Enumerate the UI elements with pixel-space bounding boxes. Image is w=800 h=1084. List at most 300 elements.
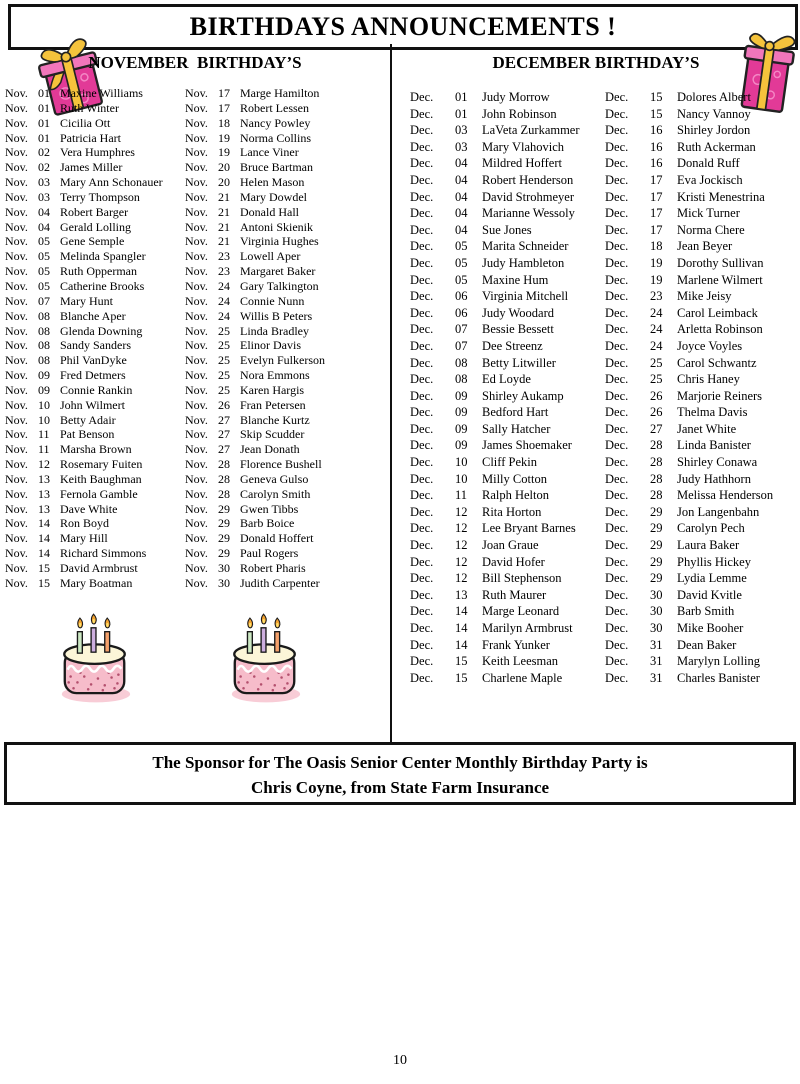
birthday-name: Carol Leimback — [677, 305, 758, 320]
birthday-month: Nov. — [5, 338, 28, 353]
birthday-day: 14 — [455, 637, 468, 652]
birthday-month: Dec. — [410, 504, 434, 519]
birthday-month: Nov. — [5, 249, 28, 264]
birthday-row — [5, 487, 185, 502]
birthday-month: Nov. — [5, 368, 28, 383]
birthday-day: 09 — [455, 405, 468, 420]
birthday-row — [410, 388, 605, 405]
birthday-month: Dec. — [605, 554, 629, 569]
birthday-row — [185, 338, 365, 353]
birthday-name: Keith Baughman — [60, 471, 142, 486]
birthday-day: 29 — [218, 516, 230, 531]
birthday-month: Dec. — [605, 538, 629, 553]
birthday-month: Dec. — [605, 455, 629, 470]
birthday-day: 28 — [650, 455, 663, 470]
birthday-name: Frank Yunker — [482, 637, 550, 652]
birthday-day: 18 — [650, 239, 663, 254]
birthday-day: 13 — [38, 501, 50, 516]
birthday-row — [185, 101, 365, 116]
birthday-day: 25 — [218, 323, 230, 338]
birthday-row — [5, 576, 185, 591]
birthday-day: 15 — [650, 106, 663, 121]
birthday-month: Dec. — [605, 239, 629, 254]
birthday-month: Dec. — [605, 355, 629, 370]
birthday-row — [185, 368, 365, 383]
december-section — [392, 44, 800, 742]
birthday-row — [5, 160, 185, 175]
birthday-name: Judy Hathhorn — [677, 471, 751, 486]
birthday-row — [410, 288, 605, 305]
birthday-month: Nov. — [5, 234, 28, 249]
birthday-name: Maxine Williams — [60, 86, 143, 100]
birthday-month: Dec. — [605, 604, 629, 619]
birthday-month: Dec. — [605, 637, 629, 652]
birthday-name: David Strohmeyer — [482, 189, 574, 204]
birthday-row — [5, 264, 185, 279]
birthday-month: Nov. — [5, 486, 28, 501]
birthday-row — [5, 234, 185, 249]
birthday-day: 09 — [455, 438, 468, 453]
birthday-month: Nov. — [185, 130, 208, 145]
birthday-month: Dec. — [605, 189, 629, 204]
birthday-day: 27 — [218, 442, 230, 457]
birthday-month: Nov. — [5, 323, 28, 338]
birthday-day: 28 — [218, 486, 230, 501]
birthday-row — [5, 427, 185, 442]
birthday-row — [185, 487, 365, 502]
birthday-name: David Hofer — [482, 554, 545, 569]
birthday-name: Gwen Tibbs — [240, 501, 299, 516]
birthday-day: 19 — [218, 145, 230, 160]
birthday-name: Connie Rankin — [60, 382, 133, 397]
birthday-name: Dee Streenz — [482, 338, 543, 353]
birthday-row — [410, 637, 605, 654]
birthday-name: Lance Viner — [240, 145, 299, 160]
birthday-month: Nov. — [185, 442, 208, 457]
birthday-day: 30 — [218, 575, 230, 590]
birthday-row — [605, 404, 800, 421]
birthday-day: 15 — [38, 561, 50, 575]
birthday-name: Carol Schwantz — [677, 355, 757, 370]
birthday-month: Nov. — [5, 353, 28, 368]
birthday-day: 05 — [455, 272, 468, 287]
birthday-name: Betty Litwiller — [482, 355, 556, 370]
birthday-day: 24 — [650, 305, 663, 320]
birthday-row — [605, 637, 800, 654]
birthday-row — [605, 139, 800, 156]
birthday-month: Nov. — [5, 115, 28, 130]
birthday-name: Evelyn Fulkerson — [240, 353, 325, 368]
birthday-month: Nov. — [185, 249, 208, 264]
birthday-cake-icon — [226, 612, 304, 705]
birthday-name: Gene Semple — [60, 234, 125, 249]
birthday-month: Nov. — [5, 501, 28, 516]
birthday-row — [410, 670, 605, 687]
birthday-month: Dec. — [410, 571, 434, 586]
birthday-month: Nov. — [185, 397, 208, 412]
birthday-name: Joan Graue — [482, 538, 539, 553]
birthday-day: 25 — [650, 372, 663, 387]
birthday-day: 10 — [38, 397, 50, 412]
birthday-day: 27 — [650, 421, 663, 436]
birthday-row — [605, 653, 800, 670]
birthday-row — [5, 368, 185, 383]
birthday-day: 14 — [38, 516, 50, 531]
birthday-month: Nov. — [185, 293, 208, 308]
birthday-name: Willis B Peters — [240, 308, 313, 323]
birthday-row — [5, 309, 185, 324]
birthday-month: Dec. — [605, 123, 629, 138]
birthday-row — [410, 255, 605, 272]
birthday-name: Phyllis Hickey — [677, 554, 751, 569]
birthday-name: Bruce Bartman — [240, 160, 313, 175]
birthday-name: Ed Loyde — [482, 372, 531, 387]
birthday-day: 11 — [38, 427, 50, 442]
birthday-month: Dec. — [605, 488, 629, 503]
birthday-month: Dec. — [605, 206, 629, 221]
birthday-name: Linda Banister — [677, 438, 751, 453]
birthday-row — [605, 172, 800, 189]
birthday-month: Dec. — [605, 388, 629, 403]
birthday-month: Dec. — [605, 305, 629, 320]
birthday-row — [185, 427, 365, 442]
birthday-month: Nov. — [5, 204, 28, 219]
birthday-row — [5, 442, 185, 457]
birthday-day: 12 — [455, 538, 468, 553]
birthday-month: Dec. — [410, 338, 434, 353]
birthday-month: Nov. — [5, 442, 28, 457]
birthday-month: Dec. — [410, 587, 434, 602]
birthday-month: Dec. — [410, 538, 434, 553]
birthday-name: Skip Scudder — [240, 427, 305, 442]
birthday-row — [605, 305, 800, 322]
birthday-month: Nov. — [5, 160, 28, 175]
birthday-month: Dec. — [410, 189, 434, 204]
birthday-day: 20 — [218, 175, 230, 190]
birthday-row — [185, 561, 365, 576]
birthday-row — [5, 457, 185, 472]
birthday-row — [605, 421, 800, 438]
birthday-row — [605, 106, 800, 123]
birthday-month: Nov. — [185, 486, 208, 501]
birthday-row — [5, 472, 185, 487]
birthday-day: 05 — [38, 264, 50, 279]
birthday-row — [605, 89, 800, 106]
birthday-day: 12 — [455, 504, 468, 519]
birthday-name: Nora Emmons — [240, 368, 310, 383]
birthday-name: Judith Carpenter — [240, 575, 320, 590]
birthday-month: Dec. — [410, 637, 434, 652]
birthday-day: 13 — [38, 471, 50, 486]
birthday-month: Nov. — [5, 86, 28, 100]
birthday-name: Thelma Davis — [677, 405, 748, 420]
birthday-month: Dec. — [410, 471, 434, 486]
birthday-row — [605, 338, 800, 355]
birthday-row — [605, 670, 800, 687]
birthday-name: Jean Beyer — [677, 239, 733, 254]
birthday-day: 19 — [650, 272, 663, 287]
birthday-day: 05 — [455, 239, 468, 254]
birthday-month: Nov. — [185, 471, 208, 486]
birthday-day: 25 — [218, 353, 230, 368]
birthday-day: 04 — [38, 204, 50, 219]
birthday-name: Marilyn Armbrust — [482, 621, 573, 635]
birthday-name: Elinor Davis — [240, 338, 301, 353]
birthday-name: Ron Boyd — [60, 516, 110, 531]
birthday-day: 23 — [218, 264, 230, 279]
birthday-row — [410, 587, 605, 604]
page-number: 10 — [393, 1053, 407, 1068]
birthday-name: Carolyn Pech — [677, 521, 745, 536]
birthday-day: 14 — [455, 604, 468, 619]
birthday-month: Nov. — [5, 516, 28, 531]
birthday-month: Dec. — [410, 90, 434, 104]
birthday-row — [5, 324, 185, 339]
birthday-month: Dec. — [410, 355, 434, 370]
birthday-day: 23 — [218, 249, 230, 264]
birthday-row — [605, 355, 800, 372]
birthday-month: Nov. — [185, 189, 208, 204]
birthday-row — [605, 371, 800, 388]
birthday-day: 05 — [38, 249, 50, 264]
birthday-name: John Wilmert — [60, 397, 125, 412]
birthday-month: Nov. — [5, 145, 28, 160]
birthday-name: Helen Mason — [240, 175, 305, 190]
birthday-row — [185, 472, 365, 487]
birthday-row — [185, 131, 365, 146]
birthday-day: 29 — [650, 504, 663, 519]
birthday-row — [410, 537, 605, 554]
birthday-day: 01 — [38, 100, 50, 115]
birthday-name: Phil VanDyke — [60, 353, 127, 368]
birthday-day: 28 — [650, 471, 663, 486]
birthday-name: Pat Benson — [60, 427, 115, 442]
birthday-name: Lowell Aper — [240, 249, 301, 264]
birthday-day: 01 — [38, 115, 50, 130]
birthday-month: Nov. — [185, 353, 208, 368]
birthday-row — [605, 587, 800, 604]
birthday-day: 19 — [650, 255, 663, 270]
birthday-month: Dec. — [605, 571, 629, 586]
birthday-month: Dec. — [410, 206, 434, 221]
birthday-month: Dec. — [605, 438, 629, 453]
birthday-day: 16 — [650, 123, 663, 138]
birthday-month: Dec. — [410, 438, 434, 453]
birthday-name: Linda Bradley — [240, 323, 309, 338]
birthday-name: Virginia Mitchell — [482, 289, 569, 304]
birthday-row — [5, 398, 185, 413]
birthday-row — [185, 442, 365, 457]
birthday-day: 04 — [455, 189, 468, 204]
birthday-name: David Armbrust — [60, 561, 138, 575]
birthday-row — [410, 338, 605, 355]
birthday-day: 28 — [218, 457, 230, 472]
birthday-month: Dec. — [410, 604, 434, 619]
birthday-row — [185, 145, 365, 160]
birthday-row — [410, 421, 605, 438]
birthday-day: 08 — [38, 353, 50, 368]
birthday-month: Dec. — [605, 289, 629, 304]
birthday-row — [410, 222, 605, 239]
birthday-day: 08 — [38, 308, 50, 323]
birthday-row — [410, 172, 605, 189]
birthday-name: Dorothy Sullivan — [677, 255, 764, 270]
birthday-month: Nov. — [185, 264, 208, 279]
november-column-2 — [185, 86, 365, 591]
birthday-row — [5, 353, 185, 368]
birthday-day: 29 — [650, 538, 663, 553]
birthday-row — [605, 520, 800, 537]
birthday-row — [410, 205, 605, 222]
birthday-row — [185, 264, 365, 279]
birthday-name: Glenda Downing — [60, 323, 143, 338]
birthday-name: Nancy Powley — [240, 115, 311, 130]
birthday-month: Nov. — [5, 546, 28, 561]
birthday-day: 26 — [218, 397, 230, 412]
birthday-month: Nov. — [185, 219, 208, 234]
birthday-day: 10 — [455, 471, 468, 486]
birthday-name: Mary Vlahovich — [482, 139, 565, 154]
birthday-name: Dolores Albert — [677, 90, 751, 104]
birthday-row — [605, 238, 800, 255]
november-column-1 — [5, 86, 185, 591]
birthday-month: Dec. — [410, 455, 434, 470]
birthday-day: 05 — [38, 278, 50, 293]
birthday-name: Mike Booher — [677, 621, 744, 635]
birthday-row — [410, 305, 605, 322]
birthday-day: 11 — [455, 488, 468, 503]
birthday-row — [410, 487, 605, 504]
birthday-name: Antoni Skienik — [240, 219, 314, 234]
birthday-row — [605, 471, 800, 488]
birthday-row — [605, 487, 800, 504]
birthday-month: Nov. — [5, 293, 28, 308]
birthday-day: 30 — [650, 604, 663, 619]
birthday-row — [185, 324, 365, 339]
birthday-name: Jon Langenbahn — [677, 504, 760, 519]
birthday-month: Nov. — [185, 382, 208, 397]
birthday-name: James Shoemaker — [482, 438, 572, 453]
birthday-name: Robert Henderson — [482, 172, 574, 187]
birthday-day: 03 — [38, 175, 50, 190]
birthday-row — [5, 145, 185, 160]
birthday-month: Nov. — [185, 412, 208, 427]
birthday-month: Nov. — [5, 412, 28, 427]
birthday-month: Nov. — [185, 234, 208, 249]
birthday-name: Robert Barger — [60, 204, 129, 219]
birthday-month: Dec. — [605, 222, 629, 237]
birthday-row — [410, 404, 605, 421]
november-columns — [0, 86, 390, 591]
birthday-month: Dec. — [605, 587, 629, 602]
birthday-day: 24 — [218, 293, 230, 308]
birthday-day: 17 — [218, 100, 230, 115]
birthday-row — [605, 205, 800, 222]
birthday-name: Donald Ruff — [677, 156, 740, 171]
birthday-row — [410, 471, 605, 488]
birthday-row — [185, 502, 365, 517]
birthday-row — [605, 388, 800, 405]
birthday-name: Arletta Robinson — [677, 322, 763, 337]
birthday-name: Mike Jeisy — [677, 289, 732, 304]
birthday-name: Norma Collins — [240, 130, 311, 145]
birthday-day: 30 — [218, 561, 230, 575]
birthday-month: Nov. — [185, 115, 208, 130]
birthday-day: 26 — [650, 388, 663, 403]
birthday-day: 24 — [650, 322, 663, 337]
birthday-name: Donald Hall — [240, 204, 299, 219]
birthday-name: Vera Humphres — [60, 145, 135, 160]
birthday-name: Cliff Pekin — [482, 455, 537, 470]
birthday-month: Dec. — [605, 338, 629, 353]
birthday-month: Nov. — [185, 368, 208, 383]
birthday-name: Rita Horton — [482, 504, 542, 519]
birthday-row — [185, 175, 365, 190]
birthday-month: Dec. — [605, 621, 629, 635]
birthday-month: Nov. — [185, 323, 208, 338]
birthday-row — [185, 279, 365, 294]
birthday-row — [5, 502, 185, 517]
birthday-day: 02 — [38, 160, 50, 175]
birthday-row — [410, 189, 605, 206]
birthday-name: Sandy Sanders — [60, 338, 131, 353]
birthday-name: Marlene Wilmert — [677, 272, 763, 287]
birthday-row — [5, 561, 185, 576]
birthday-month: Nov. — [185, 516, 208, 531]
birthday-row — [605, 537, 800, 554]
birthday-day: 09 — [38, 382, 50, 397]
birthday-month: Dec. — [410, 372, 434, 387]
birthday-day: 17 — [218, 86, 230, 100]
birthday-month: Dec. — [605, 504, 629, 519]
birthday-day: 24 — [218, 278, 230, 293]
birthday-name: Bedford Hart — [482, 405, 549, 420]
birthday-row — [185, 294, 365, 309]
birthday-row — [410, 155, 605, 172]
birthday-month: Dec. — [410, 106, 434, 121]
birthday-row — [185, 249, 365, 264]
birthday-day: 07 — [455, 322, 468, 337]
birthday-month: Nov. — [5, 575, 28, 590]
birthday-month: Dec. — [410, 139, 434, 154]
birthday-name: Norma Chere — [677, 222, 745, 237]
birthday-name: Virginia Hughes — [240, 234, 319, 249]
birthday-day: 21 — [218, 204, 230, 219]
birthday-row — [410, 603, 605, 620]
birthday-month: Dec. — [605, 322, 629, 337]
birthday-name: Fred Detmers — [60, 368, 126, 383]
birthday-name: Betty Adair — [60, 412, 116, 427]
birthday-month: Dec. — [410, 670, 434, 685]
birthday-month: Nov. — [5, 189, 28, 204]
birthday-name: Ruth Maurer — [482, 587, 547, 602]
birthday-day: 12 — [455, 571, 468, 586]
birthday-row — [185, 190, 365, 205]
birthday-name: Connie Nunn — [240, 293, 305, 308]
birthday-day: 25 — [650, 355, 663, 370]
birthday-name: Patricia Hart — [60, 130, 121, 145]
birthday-month: Dec. — [410, 172, 434, 187]
birthday-name: David Kvitle — [677, 587, 742, 602]
birthday-row — [185, 309, 365, 324]
birthday-name: Keith Leesman — [482, 654, 559, 669]
birthday-month: Dec. — [605, 372, 629, 387]
birthday-name: Karen Hargis — [240, 382, 305, 397]
birthday-name: Margaret Baker — [240, 264, 316, 279]
birthday-name: Marge Hamilton — [240, 86, 320, 100]
birthday-row — [185, 546, 365, 561]
birthday-month: Dec. — [605, 255, 629, 270]
